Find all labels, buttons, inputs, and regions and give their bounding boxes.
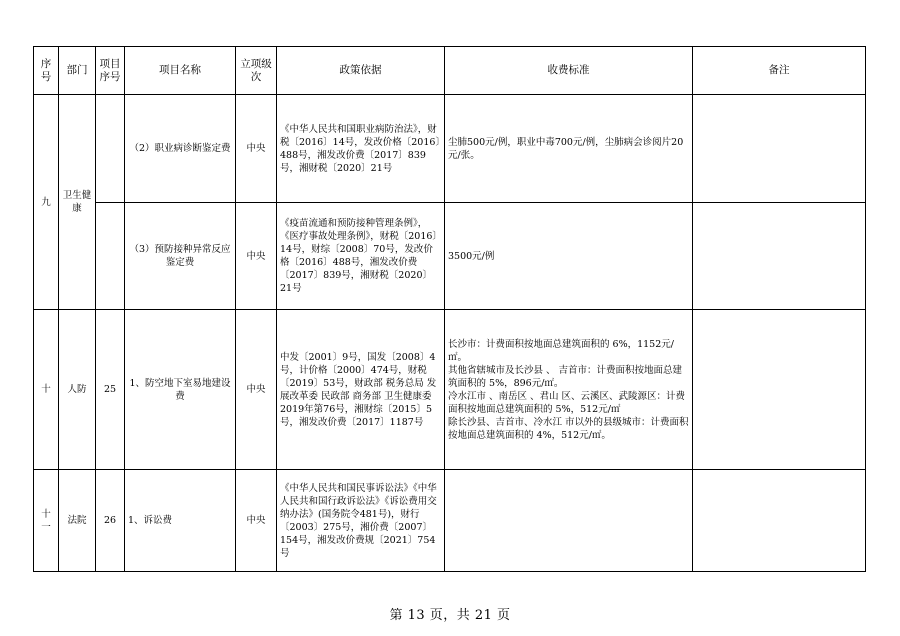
group-dept: 人防	[59, 310, 96, 470]
header-policy: 政策依据	[277, 47, 445, 95]
item-seq: 25	[96, 310, 125, 470]
header-row	[34, 47, 866, 95]
fee-line: 除长沙县、吉首市、冷水江 市以外的县级城市：计费面积按地面总建筑面积的 4%，512元/㎡。	[448, 416, 689, 441]
header-item-seq: 项目序号	[96, 47, 125, 95]
fee-line: 冷水江市 、南岳区 、君山 区、云溪区、武陵源区：计费面积按地面总建筑面积的 5%，512元/㎡	[448, 390, 686, 415]
item-seq	[96, 95, 125, 203]
item-name: （2）职业病诊断鉴定费	[125, 95, 236, 203]
table-row	[34, 95, 866, 203]
item-note	[693, 470, 866, 572]
fee-table	[33, 46, 866, 572]
item-name: （3）预防接种异常反应鉴定费	[125, 203, 236, 310]
item-fee	[445, 470, 693, 572]
item-fee	[445, 95, 693, 203]
table-row	[34, 470, 866, 572]
group-seq: 十一	[34, 470, 59, 572]
item-policy: 《中华人民共和国职业病防治法》，财税〔2016〕14号，发改价格〔2016〕488号，湘发改价费〔2017〕839号，湘财税〔2020〕21号	[277, 95, 445, 203]
table-row	[34, 203, 866, 310]
group-seq: 十	[34, 310, 59, 470]
group-dept: 法院	[59, 470, 96, 572]
header-fee: 收费标准	[445, 47, 693, 95]
fee-line: 长沙市：计费面积按地面总建筑面积的 6%，1152元/㎡。	[448, 338, 674, 363]
item-fee	[445, 310, 693, 470]
item-fee	[445, 203, 693, 310]
fee-line: 其他省辖城市及长沙县 、 吉首市：计费面积按地面总建筑面积的 5%，896元/㎡。	[448, 364, 683, 389]
item-seq: 26	[96, 470, 125, 572]
item-policy: 中发〔2001〕9号，国发〔2008〕4号，计价格〔2000〕474号，财税〔2019〕53号，财政部 税务总局 发展改革委 民政部 商务部 卫生健康委2019年第76号，湘财综〔2015〕5号，湘发改价费〔2017〕1187号	[277, 310, 445, 470]
group-dept: 卫生健康	[59, 95, 96, 310]
fee-line: 3500元/例	[448, 250, 495, 262]
group-seq: 九	[34, 95, 59, 310]
item-level: 中央	[236, 310, 277, 470]
page-footer: 第 13 页，共 21 页	[389, 608, 511, 623]
item-note	[693, 95, 866, 203]
item-level: 中央	[236, 470, 277, 572]
item-policy: 《中华人民共和国民事诉讼法》《中华人民共和国行政诉讼法》《诉讼费用交纳办法》(国务院令481号)，财行〔2003〕275号，湘价费〔2007〕154号，湘发改价费规〔2021〕754号	[277, 470, 445, 572]
header-note: 备注	[693, 47, 866, 95]
item-policy: 《疫苗流通和预防接种管理条例》，《医疗事故处理条例》，财税〔2016〕14号，财综〔2008〕70号，发改价格〔2016〕488号，湘发改价费〔2017〕839号，湘财税〔2020〕21号	[277, 203, 445, 310]
item-seq	[96, 203, 125, 310]
item-name: 1、防空地下室易地建设费	[125, 310, 236, 470]
header-dept: 部门	[59, 47, 96, 95]
item-level: 中央	[236, 203, 277, 310]
item-note	[693, 310, 866, 470]
header-seq: 序号	[34, 47, 59, 95]
fee-line: 尘肺500元/例，职业中毒700元/例，尘肺病会诊阅片20元/张。	[448, 136, 684, 161]
header-item-name: 项目名称	[125, 47, 236, 95]
item-note	[693, 203, 866, 310]
table-row	[34, 310, 866, 470]
header-level: 立项级次	[236, 47, 277, 95]
item-level: 中央	[236, 95, 277, 203]
item-name: 1、诉讼费	[125, 470, 236, 572]
